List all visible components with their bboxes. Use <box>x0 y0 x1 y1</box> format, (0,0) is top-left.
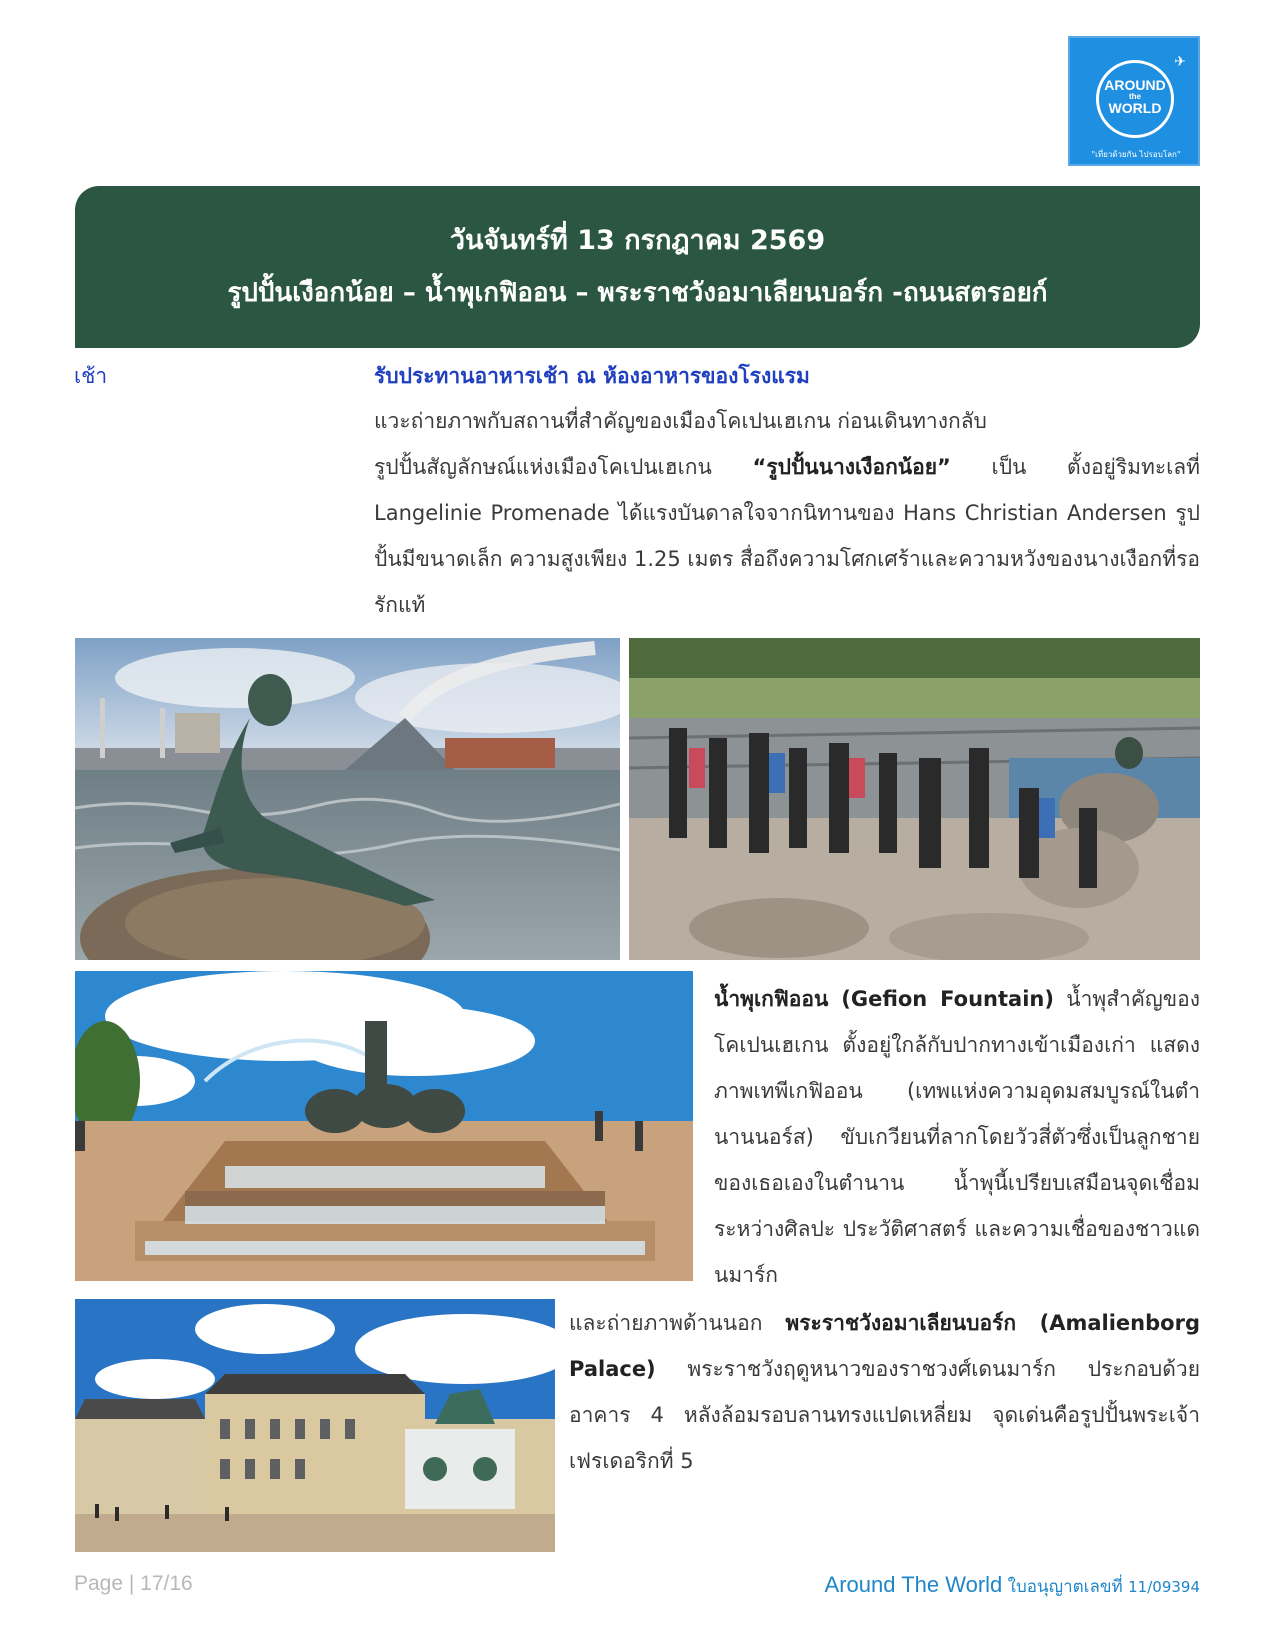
logo-wordmark: AROUND the WORLD <box>1104 77 1166 116</box>
page-number: Page | 17/16 <box>74 1572 193 1595</box>
banner-route: รูปปั้นเงือกน้อย – น้ำพุเกฟิออน – พระราชวังอมาเลียนบอร์ก -ถนนสตรอยก์ <box>227 278 1048 308</box>
photo-mermaid-tourists <box>629 638 1200 960</box>
mermaid-text: รูปปั้นสัญลักษณ์แห่งเมืองโคเปนเฮเกน “รูปปั้นนางเงือกน้อย” เป็น ตั้งอยู่ริมทะเลที่ Langelinie Promenade ได้แรงบันดาลใจจากนิทานของ Hans Christian Andersen รูปปั้นมีขนาดเล็ก ความสูงเพียง 1.25 เมตร สื่อถึงความโศกเศร้าและความหวังของนางเงือกที่รอรักแท้ <box>374 455 1200 617</box>
brand-logo <box>1068 36 1200 166</box>
footer-license: Around The World ใบอนุญาตเลขที่ 11/09394 <box>824 1572 1200 1597</box>
photo-gefion-fountain <box>75 971 693 1281</box>
day-banner <box>75 186 1200 348</box>
time-label-morning: เช้า <box>74 364 108 388</box>
banner-date: วันจันทร์ที่ 13 กรกฎาคม 2569 <box>449 225 826 256</box>
mermaid-name: “รูปปั้นนางเงือกน้อย” <box>752 455 951 479</box>
mermaid-paragraph <box>374 398 1200 628</box>
breakfast-heading: รับประทานอาหารเช้า ณ ห้องอาหารของโรงแรม <box>374 364 810 388</box>
photo-little-mermaid <box>75 638 620 960</box>
amalienborg-paragraph: และถ่ายภาพด้านนอก พระราชวังอมาเลียนบอร์ก (Amalienborg Palace) พระราชวังฤดูหนาวของราชวงศ์เดนมาร์ก ประกอบด้วยอาคาร 4 หลังล้อมรอบลานทรงแปดเหลี่ยม จุดเด่นคือรูปปั้นพระเจ้าเฟรเดอริกที่ 5 <box>569 1311 1200 1473</box>
gefion-paragraph: น้ำพุเกฟิออน (Gefion Fountain) น้ำพุสำคัญของโคเปนเฮเกน ตั้งอยู่ใกล้กับปากทางเข้าเมืองเก่า แสดงภาพเทพีเกฟิออน (เทพแห่งความอุดมสมบูรณ์ในตำนานนอร์ส) ขับเกวียนที่ลากโดยวัวสี่ตัวซึ่งเป็นลูกชายของเธอเองในตำนาน น้ำพุนี้เปรียบเสมือนจุดเชื่อมระหว่างศิลปะ ประวัติศาสตร์ และความเชื่อของชาวแดนมาร์ก <box>714 987 1200 1287</box>
logo-tagline: "เที่ยวด้วยกัน ไปรอบโลก" <box>1091 150 1181 159</box>
photo-amalienborg-palace <box>75 1299 555 1552</box>
amalienborg-name: พระราชวังอมาเลียนบอร์ก (Amalienborg Palace) <box>569 1311 1200 1381</box>
intro-line: แวะถ่ายภาพกับสถานที่สำคัญของเมืองโคเปนเฮเกน ก่อนเดินทางกลับ <box>374 409 987 433</box>
gefion-name: น้ำพุเกฟิออน (Gefion Fountain) <box>714 987 1054 1011</box>
airplane-icon: ✈ <box>1174 54 1186 70</box>
footer-brand: Around The World <box>824 1572 1003 1597</box>
